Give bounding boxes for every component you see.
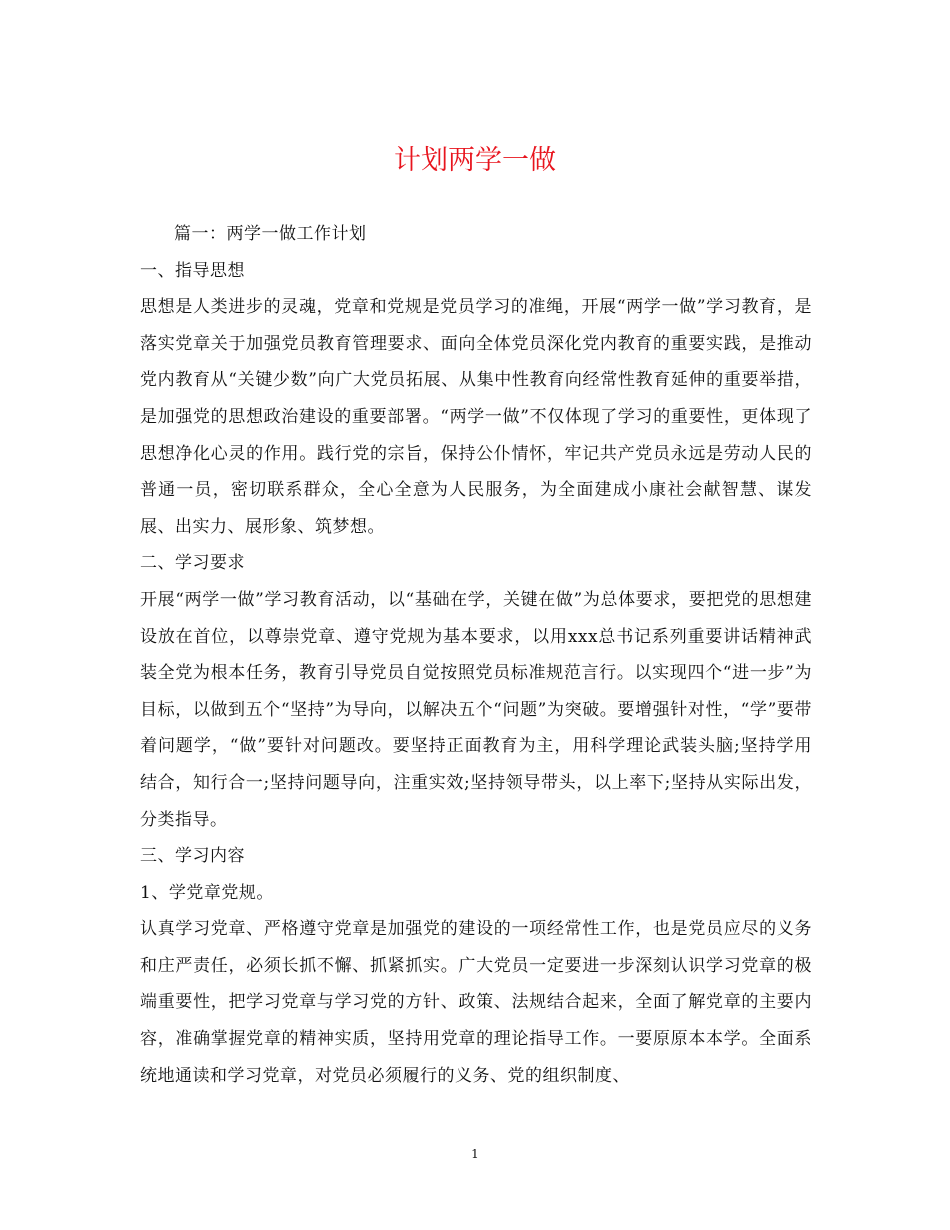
paragraph-study-requirements: 开展“两学一做”学习教育活动，以“基础在学，关键在做”为总体要求，要把党的思想建设放在首位，以尊崇党章、遵守党规为基本要求，以用xxx总书记系列重要讲话精神武装全党为根本任务，教育引导党员自觉按照党员标准规范言行。以实现四个“进一步”为目标，以做到五个“坚持”为导向，以解决五个“问题”为突破。要增强针对性，“学”要带着问题学，“做”要针对问题改。要坚持正面教育为主，用科学理论武装头脑;坚持学用结合，知行合一;坚持问题导向，注重实效;坚持领导带头，以上率下;坚持从实际出发，分类指导。 [140,589,812,830]
page-number: 1 [471,1147,479,1161]
document-title: 计划两学一做 [394,145,556,176]
subheading-party-constitution: 1、学党章党规。 [140,882,274,903]
paragraph-party-constitution: 认真学习党章、严格遵守党章是加强党的建设的一项经常性工作，也是党员应尽的义务和庄严责任，必须长抓不懈、抓紧抓实。广大党员一定要进一步深刻认识学习党章的极端重要性，把学习党章与学习党的方针、政策、法规结合起来，全面了解党章的主要内容，准确掌握党章的精神实质，坚持用党章的理论指导工作。一要原原本本学。全面系统地通读和学习党章，对党员必须履行的义务、党的组织制度、 [140,919,812,1086]
paragraph-guiding-ideology: 思想是人类进步的灵魂，党章和党规是党员学习的准绳，开展“两学一做”学习教育，是落实党章关于加强党员教育管理要求、面向全体党员深化党内教育的重要实践，是推动党内教育从“关键少数”向广大党员拓展、从集中性教育向经常性教育延伸的重要举措，是加强党的思想政治建设的重要部署。“两学一做”不仅体现了学习的重要性，更体现了思想净化心灵的作用。践行党的宗旨，保持公仆情怀，牢记共产党员永远是劳动人民的普通一员，密切联系群众，全心全意为人民服务，为全面建成小康社会献智慧、谋发展、出实力、展形象、筑梦想。 [140,297,812,537]
section-subtitle: 篇一：两学一做工作计划 [174,224,367,244]
heading-study-requirements: 二、学习要求 [140,553,245,574]
document-body [140,216,812,1094]
heading-study-content: 三、学习内容 [140,846,245,867]
heading-guiding-ideology: 一、指导思想 [140,260,245,281]
